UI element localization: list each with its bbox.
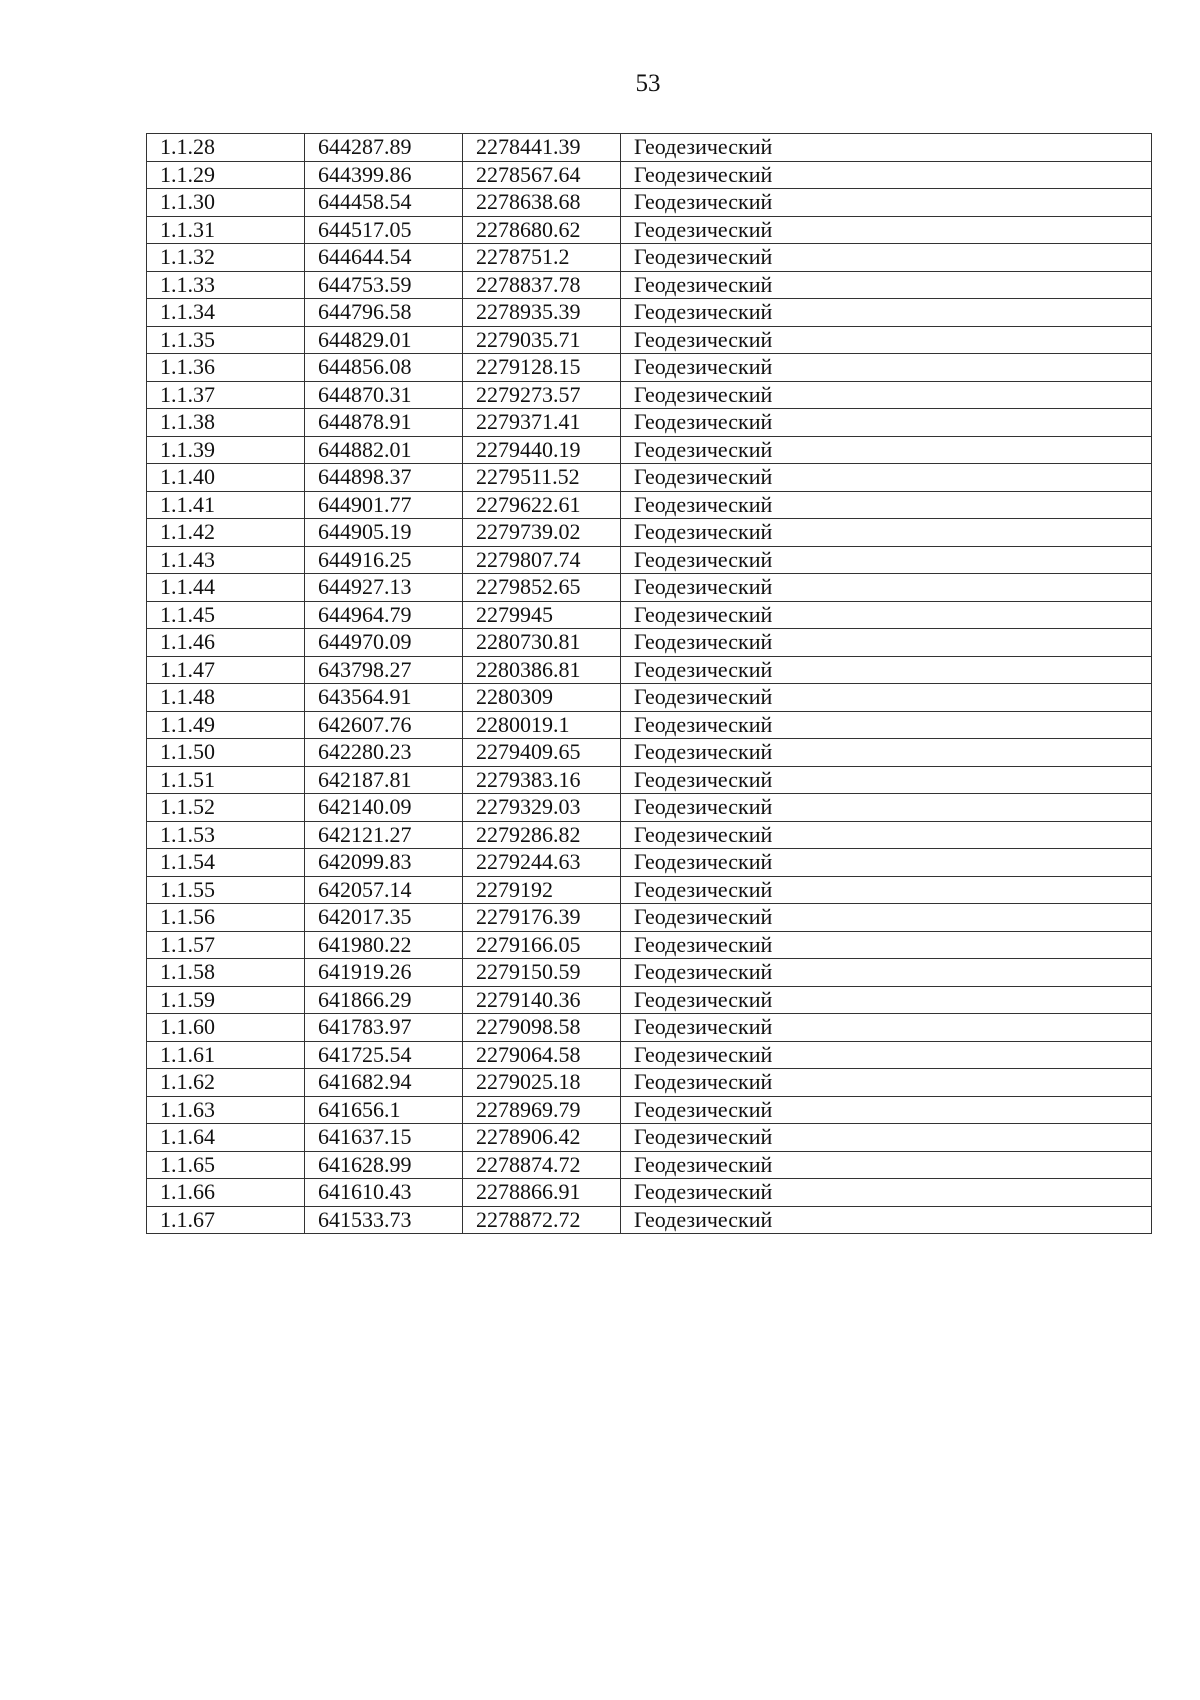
x-coordinate-cell: 641866.29 (305, 986, 463, 1014)
x-coordinate-cell: 641682.94 (305, 1069, 463, 1097)
y-coordinate-cell: 2280309 (463, 684, 621, 712)
table-row (147, 354, 1152, 382)
table-row (147, 1041, 1152, 1069)
y-coordinate-cell: 2278969.79 (463, 1096, 621, 1124)
y-coordinate-cell: 2279739.02 (463, 519, 621, 547)
x-coordinate-cell: 644287.89 (305, 134, 463, 162)
x-coordinate-cell: 644905.19 (305, 519, 463, 547)
table-row (147, 216, 1152, 244)
point-number-cell: 1.1.38 (147, 409, 305, 437)
table-row (147, 409, 1152, 437)
point-number-cell: 1.1.61 (147, 1041, 305, 1069)
y-coordinate-cell: 2279064.58 (463, 1041, 621, 1069)
point-number-cell: 1.1.33 (147, 271, 305, 299)
x-coordinate-cell: 644916.25 (305, 546, 463, 574)
x-coordinate-cell: 644644.54 (305, 244, 463, 272)
method-cell: Геодезический (621, 161, 1152, 189)
x-coordinate-cell: 642057.14 (305, 876, 463, 904)
method-cell: Геодезический (621, 519, 1152, 547)
y-coordinate-cell: 2279329.03 (463, 794, 621, 822)
table-row (147, 766, 1152, 794)
x-coordinate-cell: 644829.01 (305, 326, 463, 354)
point-number-cell: 1.1.32 (147, 244, 305, 272)
x-coordinate-cell: 641725.54 (305, 1041, 463, 1069)
method-cell: Геодезический (621, 876, 1152, 904)
x-coordinate-cell: 644927.13 (305, 574, 463, 602)
y-coordinate-cell: 2278680.62 (463, 216, 621, 244)
table-row (147, 299, 1152, 327)
point-number-cell: 1.1.55 (147, 876, 305, 904)
y-coordinate-cell: 2279807.74 (463, 546, 621, 574)
point-number-cell: 1.1.58 (147, 959, 305, 987)
table-row (147, 1014, 1152, 1042)
y-coordinate-cell: 2279383.16 (463, 766, 621, 794)
coordinates-table (146, 133, 1152, 1234)
point-number-cell: 1.1.35 (147, 326, 305, 354)
y-coordinate-cell: 2279440.19 (463, 436, 621, 464)
method-cell: Геодезический (621, 299, 1152, 327)
method-cell: Геодезический (621, 1041, 1152, 1069)
method-cell: Геодезический (621, 794, 1152, 822)
point-number-cell: 1.1.41 (147, 491, 305, 519)
table-row (147, 601, 1152, 629)
method-cell: Геодезический (621, 601, 1152, 629)
point-number-cell: 1.1.57 (147, 931, 305, 959)
method-cell: Геодезический (621, 491, 1152, 519)
y-coordinate-cell: 2279098.58 (463, 1014, 621, 1042)
x-coordinate-cell: 644882.01 (305, 436, 463, 464)
x-coordinate-cell: 642187.81 (305, 766, 463, 794)
x-coordinate-cell: 642121.27 (305, 821, 463, 849)
y-coordinate-cell: 2279945 (463, 601, 621, 629)
method-cell: Геодезический (621, 1069, 1152, 1097)
point-number-cell: 1.1.65 (147, 1151, 305, 1179)
method-cell: Геодезический (621, 546, 1152, 574)
point-number-cell: 1.1.50 (147, 739, 305, 767)
method-cell: Геодезический (621, 216, 1152, 244)
method-cell: Геодезический (621, 271, 1152, 299)
method-cell: Геодезический (621, 959, 1152, 987)
y-coordinate-cell: 2280730.81 (463, 629, 621, 657)
x-coordinate-cell: 642280.23 (305, 739, 463, 767)
x-coordinate-cell: 642017.35 (305, 904, 463, 932)
point-number-cell: 1.1.30 (147, 189, 305, 217)
method-cell: Геодезический (621, 739, 1152, 767)
x-coordinate-cell: 644517.05 (305, 216, 463, 244)
table-row (147, 519, 1152, 547)
table-row (147, 491, 1152, 519)
table-row (147, 1206, 1152, 1234)
table-row (147, 876, 1152, 904)
table-row (147, 244, 1152, 272)
x-coordinate-cell: 644796.58 (305, 299, 463, 327)
table-row (147, 326, 1152, 354)
table-row (147, 656, 1152, 684)
x-coordinate-cell: 644753.59 (305, 271, 463, 299)
point-number-cell: 1.1.43 (147, 546, 305, 574)
x-coordinate-cell: 641628.99 (305, 1151, 463, 1179)
method-cell: Геодезический (621, 1151, 1152, 1179)
y-coordinate-cell: 2279166.05 (463, 931, 621, 959)
table-row (147, 1069, 1152, 1097)
point-number-cell: 1.1.40 (147, 464, 305, 492)
method-cell: Геодезический (621, 629, 1152, 657)
y-coordinate-cell: 2279140.36 (463, 986, 621, 1014)
y-coordinate-cell: 2279035.71 (463, 326, 621, 354)
method-cell: Геодезический (621, 849, 1152, 877)
x-coordinate-cell: 641656.1 (305, 1096, 463, 1124)
table-row (147, 436, 1152, 464)
table-row (147, 711, 1152, 739)
y-coordinate-cell: 2279622.61 (463, 491, 621, 519)
table-row (147, 161, 1152, 189)
point-number-cell: 1.1.28 (147, 134, 305, 162)
y-coordinate-cell: 2279852.65 (463, 574, 621, 602)
y-coordinate-cell: 2279192 (463, 876, 621, 904)
method-cell: Геодезический (621, 381, 1152, 409)
y-coordinate-cell: 2278872.72 (463, 1206, 621, 1234)
y-coordinate-cell: 2279409.65 (463, 739, 621, 767)
point-number-cell: 1.1.63 (147, 1096, 305, 1124)
method-cell: Геодезический (621, 1206, 1152, 1234)
point-number-cell: 1.1.66 (147, 1179, 305, 1207)
y-coordinate-cell: 2278751.2 (463, 244, 621, 272)
method-cell: Геодезический (621, 464, 1152, 492)
point-number-cell: 1.1.53 (147, 821, 305, 849)
x-coordinate-cell: 644399.86 (305, 161, 463, 189)
point-number-cell: 1.1.44 (147, 574, 305, 602)
y-coordinate-cell: 2278567.64 (463, 161, 621, 189)
table-row (147, 986, 1152, 1014)
x-coordinate-cell: 642099.83 (305, 849, 463, 877)
table-row (147, 794, 1152, 822)
point-number-cell: 1.1.62 (147, 1069, 305, 1097)
method-cell: Геодезический (621, 684, 1152, 712)
y-coordinate-cell: 2279025.18 (463, 1069, 621, 1097)
point-number-cell: 1.1.56 (147, 904, 305, 932)
y-coordinate-cell: 2279176.39 (463, 904, 621, 932)
point-number-cell: 1.1.36 (147, 354, 305, 382)
x-coordinate-cell: 644870.31 (305, 381, 463, 409)
point-number-cell: 1.1.47 (147, 656, 305, 684)
method-cell: Геодезический (621, 134, 1152, 162)
y-coordinate-cell: 2279244.63 (463, 849, 621, 877)
point-number-cell: 1.1.51 (147, 766, 305, 794)
point-number-cell: 1.1.64 (147, 1124, 305, 1152)
y-coordinate-cell: 2279371.41 (463, 409, 621, 437)
table-row (147, 931, 1152, 959)
method-cell: Геодезический (621, 574, 1152, 602)
y-coordinate-cell: 2279273.57 (463, 381, 621, 409)
method-cell: Геодезический (621, 766, 1152, 794)
x-coordinate-cell: 644878.91 (305, 409, 463, 437)
x-coordinate-cell: 641783.97 (305, 1014, 463, 1042)
table-row (147, 1096, 1152, 1124)
point-number-cell: 1.1.46 (147, 629, 305, 657)
table-row (147, 189, 1152, 217)
x-coordinate-cell: 641919.26 (305, 959, 463, 987)
y-coordinate-cell: 2279286.82 (463, 821, 621, 849)
x-coordinate-cell: 641980.22 (305, 931, 463, 959)
table-row (147, 1179, 1152, 1207)
table-row (147, 739, 1152, 767)
x-coordinate-cell: 644898.37 (305, 464, 463, 492)
point-number-cell: 1.1.52 (147, 794, 305, 822)
y-coordinate-cell: 2278638.68 (463, 189, 621, 217)
y-coordinate-cell: 2280019.1 (463, 711, 621, 739)
y-coordinate-cell: 2278906.42 (463, 1124, 621, 1152)
table-row (147, 849, 1152, 877)
y-coordinate-cell: 2279150.59 (463, 959, 621, 987)
x-coordinate-cell: 643798.27 (305, 656, 463, 684)
point-number-cell: 1.1.45 (147, 601, 305, 629)
point-number-cell: 1.1.59 (147, 986, 305, 1014)
point-number-cell: 1.1.37 (147, 381, 305, 409)
x-coordinate-cell: 644964.79 (305, 601, 463, 629)
method-cell: Геодезический (621, 1179, 1152, 1207)
x-coordinate-cell: 644856.08 (305, 354, 463, 382)
method-cell: Геодезический (621, 1124, 1152, 1152)
x-coordinate-cell: 641610.43 (305, 1179, 463, 1207)
method-cell: Геодезический (621, 931, 1152, 959)
x-coordinate-cell: 642607.76 (305, 711, 463, 739)
table-row (147, 959, 1152, 987)
table-row (147, 821, 1152, 849)
x-coordinate-cell: 642140.09 (305, 794, 463, 822)
y-coordinate-cell: 2278935.39 (463, 299, 621, 327)
method-cell: Геодезический (621, 1096, 1152, 1124)
x-coordinate-cell: 641637.15 (305, 1124, 463, 1152)
x-coordinate-cell: 643564.91 (305, 684, 463, 712)
y-coordinate-cell: 2278837.78 (463, 271, 621, 299)
method-cell: Геодезический (621, 326, 1152, 354)
method-cell: Геодезический (621, 409, 1152, 437)
method-cell: Геодезический (621, 436, 1152, 464)
point-number-cell: 1.1.29 (147, 161, 305, 189)
method-cell: Геодезический (621, 1014, 1152, 1042)
table-row (147, 574, 1152, 602)
method-cell: Геодезический (621, 821, 1152, 849)
point-number-cell: 1.1.39 (147, 436, 305, 464)
y-coordinate-cell: 2280386.81 (463, 656, 621, 684)
method-cell: Геодезический (621, 904, 1152, 932)
x-coordinate-cell: 644901.77 (305, 491, 463, 519)
table-row (147, 1151, 1152, 1179)
coordinates-table-body (147, 134, 1152, 1234)
point-number-cell: 1.1.54 (147, 849, 305, 877)
x-coordinate-cell: 641533.73 (305, 1206, 463, 1234)
point-number-cell: 1.1.31 (147, 216, 305, 244)
x-coordinate-cell: 644458.54 (305, 189, 463, 217)
point-number-cell: 1.1.60 (147, 1014, 305, 1042)
table-row (147, 629, 1152, 657)
table-row (147, 546, 1152, 574)
table-row (147, 904, 1152, 932)
method-cell: Геодезический (621, 244, 1152, 272)
table-row (147, 684, 1152, 712)
y-coordinate-cell: 2278441.39 (463, 134, 621, 162)
point-number-cell: 1.1.34 (147, 299, 305, 327)
point-number-cell: 1.1.49 (147, 711, 305, 739)
point-number-cell: 1.1.48 (147, 684, 305, 712)
y-coordinate-cell: 2278874.72 (463, 1151, 621, 1179)
table-row (147, 1124, 1152, 1152)
page-number: 53 (635, 70, 661, 97)
table-row (147, 381, 1152, 409)
table-row (147, 464, 1152, 492)
point-number-cell: 1.1.67 (147, 1206, 305, 1234)
table-row (147, 134, 1152, 162)
x-coordinate-cell: 644970.09 (305, 629, 463, 657)
y-coordinate-cell: 2278866.91 (463, 1179, 621, 1207)
method-cell: Геодезический (621, 656, 1152, 684)
method-cell: Геодезический (621, 354, 1152, 382)
y-coordinate-cell: 2279128.15 (463, 354, 621, 382)
method-cell: Геодезический (621, 711, 1152, 739)
y-coordinate-cell: 2279511.52 (463, 464, 621, 492)
point-number-cell: 1.1.42 (147, 519, 305, 547)
method-cell: Геодезический (621, 189, 1152, 217)
table-row (147, 271, 1152, 299)
method-cell: Геодезический (621, 986, 1152, 1014)
